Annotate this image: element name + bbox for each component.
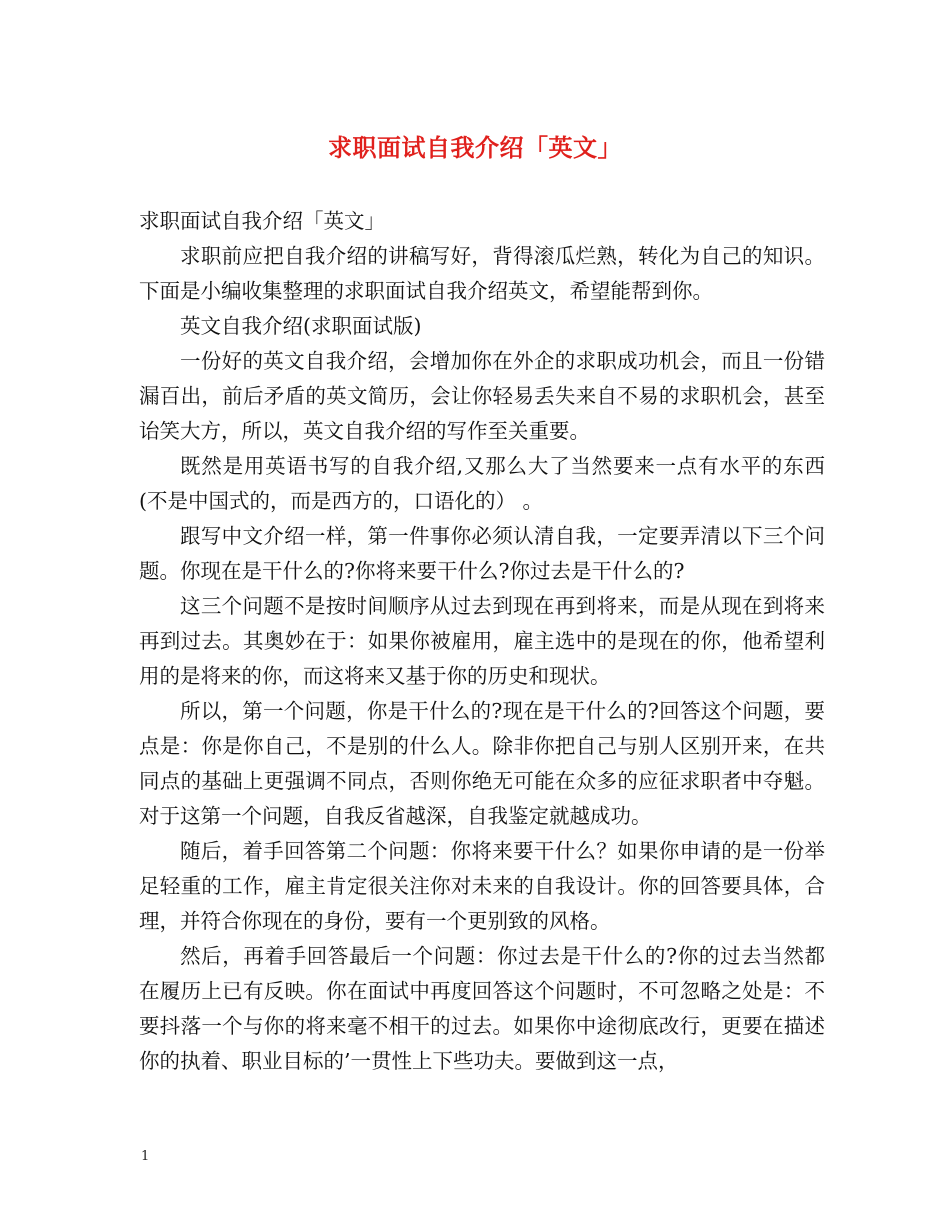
paragraph: 跟写中文介绍一样，第一件事你必须认清自我，一定要弄清以下三个问题。你现在是干什么的?你将来要干什么?你过去是干什么的? bbox=[139, 524, 825, 583]
document-body bbox=[139, 204, 825, 1079]
document-title: 求职面试自我介绍「英文」 bbox=[328, 133, 622, 162]
paragraph: 求职前应把自我介绍的讲稿写好，背得滚瓜烂熟，转化为自己的知识。下面是小编收集整理的求职面试自我介绍英文，希望能帮到你。 bbox=[139, 244, 825, 303]
paragraph: 所以，第一个问题，你是干什么的?现在是干什么的?回答这个问题，要点是：你是你自己，不是别的什么人。除非你把自己与别人区别开来，在共同点的基础上更强调不同点，否则你绝无可能在众多的应征求职者中夺魁。 对于这第一个问题，自我反省越深，自我鉴定就越成功。 bbox=[139, 699, 825, 828]
paragraph: 既然是用英语书写的自我介绍,又那么大了当然要来一点有水平的东西(不是中国式的，而是西方的，口语化的） 。 bbox=[139, 454, 825, 513]
paragraph: 这三个问题不是按时间顺序从过去到现在再到将来，而是从现在到将来再到过去。其奥妙在于：如果你被雇用，雇主选中的是现在的你，他希望利用的是将来的你，而这将来又基于你的历史和现状。 bbox=[139, 594, 825, 688]
paragraph: 英文自我介绍(求职面试版) bbox=[180, 314, 422, 338]
subtitle-line: 求职面试自我介绍「英文」 bbox=[139, 209, 385, 233]
page-number: 1 bbox=[141, 1149, 150, 1164]
paragraph: 然后，再着手回答最后一个问题：你过去是干什么的?你的过去当然都在履历上已有反映。你在面试中再度回答这个问题时，不可忽略之处是：不要抖落一个与你的将来毫不相干的过去。如果你中途彻底改行，更要在描述你的执着、职业目标的’一贯性上下些功夫。要做到这一点， bbox=[139, 944, 825, 1073]
paragraph: 随后，着手回答第二个问题：你将来要干什么？如果你申请的是一份举足轻重的工作，雇主肯定很关注你对未来的自我设计。你的回答要具体，合理，并符合你现在的身份，要有一个更别致的风格。 bbox=[139, 839, 825, 933]
paragraph: 一份好的英文自我介绍，会增加你在外企的求职成功机会，而且一份错漏百出，前后矛盾的英文简历，会让你轻易丢失来自不易的求职机会，甚至诒笑大方，所以，英文自我介绍的写作至关重要。 bbox=[139, 349, 825, 443]
